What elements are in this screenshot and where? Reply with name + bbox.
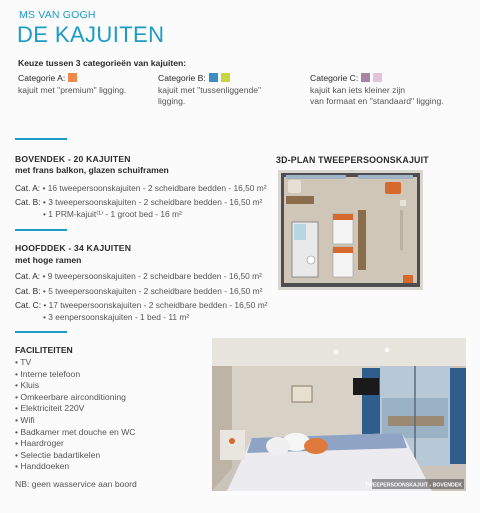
list-item: • Handdoeken [15, 461, 70, 472]
facilities-title: FACILITEITEN [15, 345, 73, 355]
category-a-swatch [68, 73, 77, 82]
list-item: • Kluis [15, 380, 40, 391]
list-item: • Badkamer met douche en WC [15, 426, 136, 437]
hoofddek-line-2: Cat. B: • 5 tweepersoonskajuiten - 2 scheidbare bedden - 16,50 m² [15, 286, 263, 296]
section-rule [15, 331, 67, 333]
plan-title: 3D-PLAN TWEEPERSOONSKAJUIT [276, 155, 429, 165]
list-item: • Selectie badartikelen [15, 449, 101, 460]
facilities-note: NB: geen wasservice aan boord [15, 479, 137, 489]
list-item: • Haardroger [15, 438, 64, 449]
section-rule [15, 138, 67, 140]
bovendek-title: BOVENDEK - 20 KAJUITEN [15, 154, 131, 164]
category-c [310, 73, 444, 108]
category-a-name: Categorie A: [18, 73, 66, 83]
hoofddek-line-1: Cat. A: • 9 tweepersoonskajuiten - 2 scheidbare bedden - 16,50 m² [15, 271, 262, 281]
category-c-swatch-1 [361, 73, 370, 82]
category-c-swatch-2 [373, 73, 382, 82]
category-b-name: Categorie B: [158, 73, 206, 83]
category-b-swatch-1 [209, 73, 218, 82]
category-b [158, 73, 261, 108]
facilities-list [15, 357, 136, 473]
category-c-name: Categorie C: [310, 73, 359, 83]
list-item: • TV [15, 357, 32, 367]
category-a-desc: kajuit met "premium" ligging. [18, 84, 127, 95]
category-c-desc-2: van formaat en "standaard" ligging. [310, 96, 444, 106]
list-item: • Omkeerbare airconditioning [15, 391, 126, 402]
cabin-3d-plan [278, 170, 423, 290]
bovendek-line-1: Cat. A: • 16 tweepersoonskajuiten - 2 scheidbare bedden - 16,50 m² [15, 183, 267, 193]
bovendek-subtitle: met frans balkon, glazen schuiframen [15, 165, 169, 175]
list-item: • Interne telefoon [15, 368, 81, 379]
hoofddek-title: HOOFDDEK - 34 KAJUITEN [15, 243, 132, 253]
cabin-photo [212, 338, 466, 491]
category-c-desc-1: kajuit kan iets kleiner zijn [310, 84, 406, 95]
list-item: • Elektriciteit 220V [15, 403, 85, 414]
category-b-desc-2: ligging. [158, 96, 186, 106]
list-item: • Wifi [15, 414, 35, 425]
hoofddek-line-3: Cat. C: • 17 tweepersoonskajuiten - 2 scheidbare bedden - 16,50 m² [15, 300, 268, 310]
ship-name: MS VAN GOGH [19, 9, 96, 21]
bovendek-line-3: • 1 PRM-kajuit⁽¹⁾ - 1 groot bed - 16 m² [43, 209, 182, 219]
category-b-swatch-2 [221, 73, 230, 82]
page-title: DE KAJUITEN [17, 22, 165, 47]
photo-caption: TWEEPERSOONSKAJUIT - BOVENDEK [364, 482, 462, 489]
section-rule [15, 229, 67, 231]
hoofddek-line-4: • 3 eenpersoonskajuiten - 1 bed - 11 m² [43, 312, 190, 322]
category-a [18, 73, 126, 96]
bovendek-line-2: Cat. B: • 3 tweepersoonskajuiten - 2 scheidbare bedden - 16,50 m² [15, 197, 263, 207]
hoofddek-subtitle: met hoge ramen [15, 255, 82, 265]
category-intro: Keuze tussen 3 categorieën van kajuiten: [18, 58, 187, 68]
category-b-desc-1: kajuit met "tussenliggende" [158, 84, 262, 95]
